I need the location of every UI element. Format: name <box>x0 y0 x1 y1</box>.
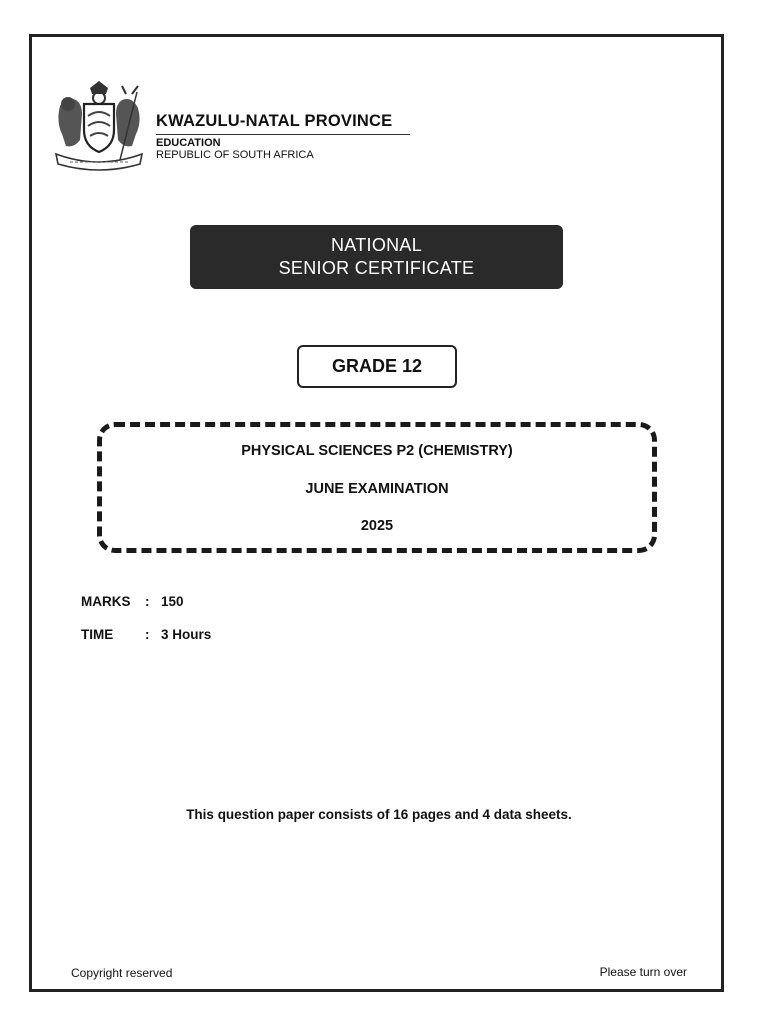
time-row <box>81 627 211 642</box>
coat-of-arms-icon <box>52 78 146 174</box>
department-name: EDUCATION <box>156 137 221 149</box>
country-name: REPUBLIC OF SOUTH AFRICA <box>156 149 314 161</box>
banner-line-1: NATIONAL <box>330 235 423 255</box>
turn-over-footer: Please turn over <box>599 965 687 979</box>
marks-row <box>81 594 184 609</box>
grade-box: GRADE 12 <box>297 345 457 388</box>
subject-box <box>97 422 657 553</box>
certificate-banner <box>190 225 563 289</box>
province-name: KWAZULU-NATAL PROVINCE <box>156 112 410 135</box>
time-label: TIME <box>81 627 114 642</box>
pages-note: This question paper consists of 16 pages and 4 data sheets. <box>186 807 572 822</box>
province-block <box>156 112 410 161</box>
copyright-footer: Copyright reserved <box>71 966 173 980</box>
marks-value: 150 <box>161 594 184 609</box>
exam-name: JUNE EXAMINATION <box>305 481 449 497</box>
exam-year: 2025 <box>360 518 394 534</box>
time-separator: : <box>145 627 150 642</box>
marks-label: MARKS <box>81 594 131 609</box>
marks-separator: : <box>145 594 150 609</box>
subject-title: PHYSICAL SCIENCES P2 (CHEMISTRY) <box>241 443 513 459</box>
banner-line-2: SENIOR CERTIFICATE <box>278 258 475 278</box>
time-value: 3 Hours <box>161 627 212 642</box>
header <box>52 78 432 178</box>
